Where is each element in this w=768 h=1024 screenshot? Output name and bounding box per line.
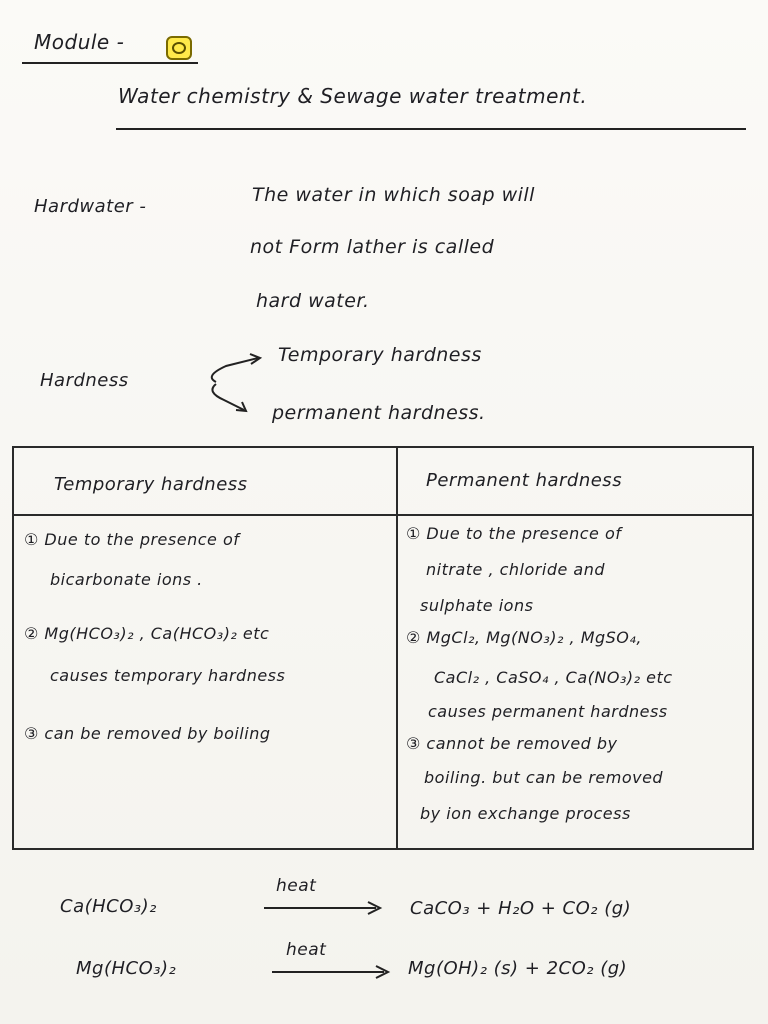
table-cell-right: ② MgCl₂, Mg(NO₃)₂ , MgSO₄, (406, 628, 642, 647)
table-cell-right: causes permanent hardness (428, 702, 668, 721)
table-cell-left: ② Mg(HCO₃)₂ , Ca(HCO₃)₂ etc (24, 624, 270, 643)
table-cell-left: ① Due to the presence of (24, 530, 240, 549)
table-header-permanent: Permanent hardness (426, 470, 623, 491)
definition-line-1: The water in which soap will (252, 184, 535, 206)
module-underline (22, 62, 198, 64)
table-header-divider (14, 514, 752, 516)
table-cell-right: ① Due to the presence of (406, 524, 622, 543)
table-cell-left: bicarbonate ions . (50, 570, 203, 589)
table-cell-right: CaCl₂ , CaSO₄ , Ca(NO₃)₂ etc (434, 668, 673, 687)
reaction-arrow-icon (270, 962, 394, 982)
permanent-hardness-branch: permanent hardness. (272, 402, 486, 424)
module-number-badge-icon (166, 36, 192, 60)
table-cell-right: ③ cannot be removed by (406, 734, 618, 753)
temporary-hardness-branch: Temporary hardness (278, 344, 482, 366)
definition-line-3: hard water. (256, 290, 370, 312)
equation-1-products: CaCO₃ + H₂O + CO₂ (g) (410, 898, 632, 919)
table-column-divider (396, 448, 398, 848)
equation-1-reactant: Ca(HCO₃)₂ (60, 896, 157, 917)
table-header-temporary: Temporary hardness (54, 474, 248, 495)
table-cell-left: ③ can be removed by boiling (24, 724, 271, 743)
reaction-arrow-icon (262, 898, 386, 918)
equation-2-condition: heat (286, 940, 327, 960)
hardness-label: Hardness (40, 370, 129, 391)
branch-arrows-icon (196, 352, 266, 414)
equation-1-condition: heat (276, 876, 317, 896)
equation-2-products: Mg(OH)₂ (s) + 2CO₂ (g) (408, 958, 628, 979)
table-cell-right: sulphate ions (420, 596, 534, 615)
table-cell-left: causes temporary hardness (50, 666, 286, 685)
page-title: Water chemistry & Sewage water treatment. (118, 84, 588, 108)
comparison-table (12, 446, 754, 850)
equation-2-reactant: Mg(HCO₃)₂ (76, 958, 177, 979)
definition-term: Hardwater - (34, 196, 147, 217)
definition-line-2: not Form lather is called (250, 236, 495, 258)
table-cell-right: by ion exchange process (420, 804, 631, 823)
table-cell-right: nitrate , chloride and (426, 560, 605, 579)
table-cell-right: boiling. but can be removed (424, 768, 664, 787)
module-label: Module - (34, 30, 125, 54)
title-underline (116, 128, 746, 130)
